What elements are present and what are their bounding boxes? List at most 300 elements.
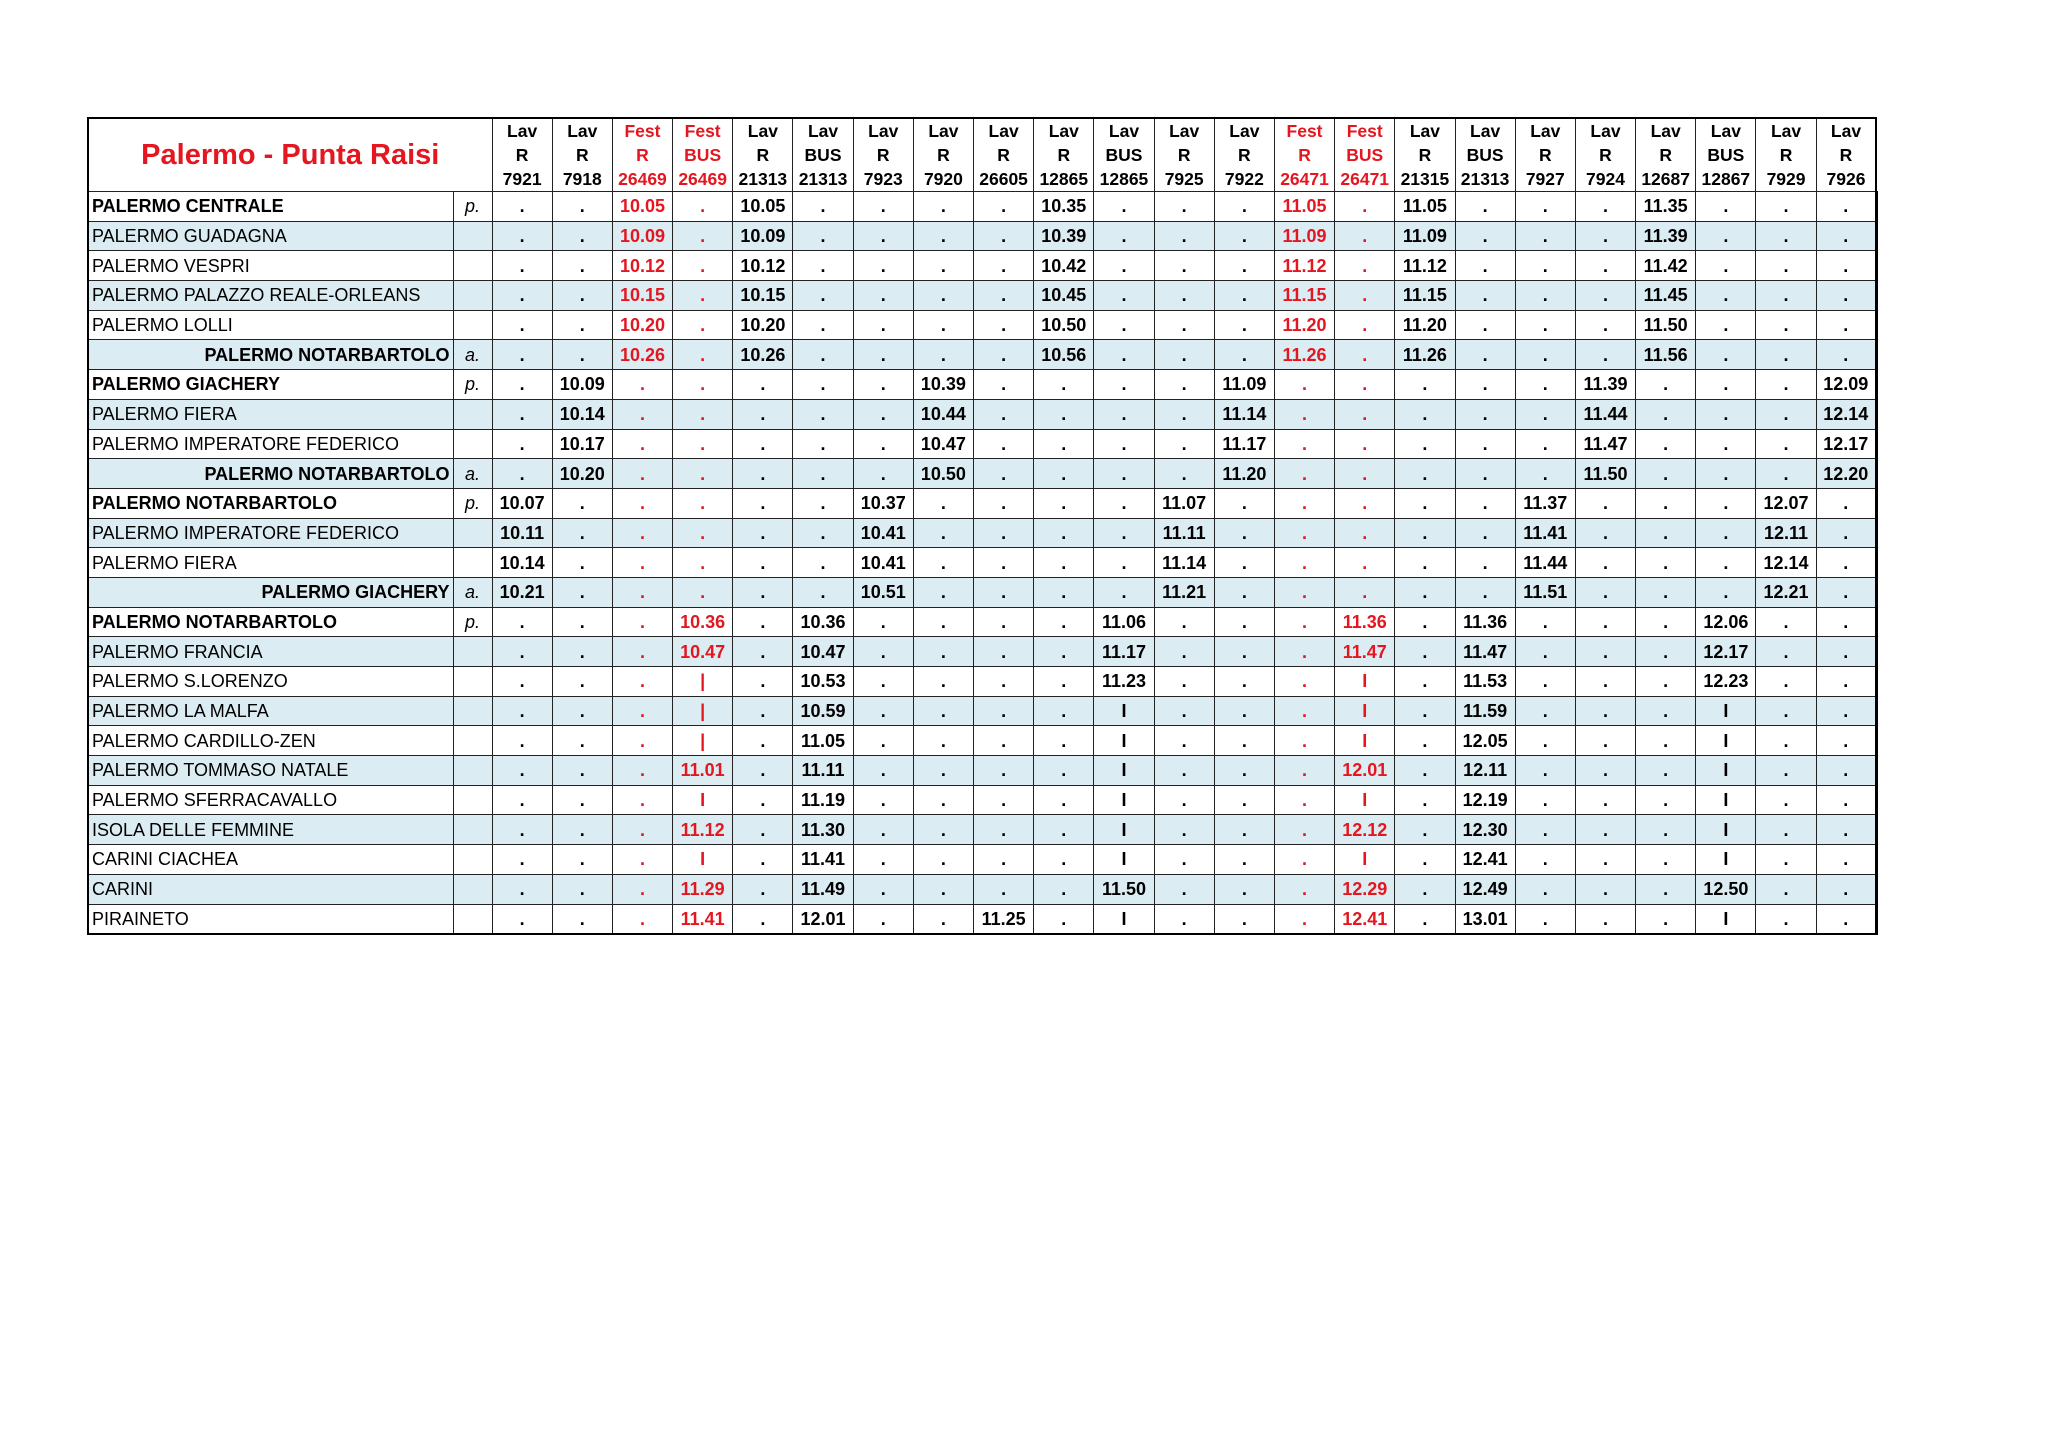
time-cell: 12.29 bbox=[1335, 874, 1395, 904]
time-cell: . bbox=[1816, 310, 1876, 340]
train-day: Lav bbox=[1590, 121, 1621, 141]
time-cell: . bbox=[1274, 874, 1334, 904]
time-cell: . bbox=[1034, 667, 1094, 697]
time-cell: I bbox=[1094, 696, 1154, 726]
time-cell: . bbox=[1335, 459, 1395, 489]
time-cell: . bbox=[1816, 488, 1876, 518]
time-cell: I bbox=[1335, 845, 1395, 875]
time-cell: . bbox=[1274, 637, 1334, 667]
time-cell: I bbox=[1696, 904, 1756, 934]
time-cell: . bbox=[1034, 429, 1094, 459]
time-cell: . bbox=[1214, 607, 1274, 637]
time-cell: . bbox=[853, 192, 913, 222]
train-num: 26471 bbox=[1280, 169, 1329, 189]
time-cell: . bbox=[1515, 221, 1575, 251]
time-cell: . bbox=[974, 815, 1034, 845]
station-name: PIRAINETO bbox=[88, 904, 453, 934]
time-cell: I bbox=[1696, 845, 1756, 875]
time-cell: . bbox=[1575, 667, 1635, 697]
time-cell: . bbox=[1154, 756, 1214, 786]
time-cell: . bbox=[1094, 459, 1154, 489]
arrival-departure-marker bbox=[453, 310, 492, 340]
time-cell: . bbox=[492, 637, 552, 667]
time-cell: . bbox=[974, 548, 1034, 578]
time-cell: 10.45 bbox=[1034, 281, 1094, 311]
time-cell: . bbox=[1154, 251, 1214, 281]
time-cell: . bbox=[1636, 459, 1696, 489]
time-cell: 11.42 bbox=[1636, 251, 1696, 281]
time-cell: . bbox=[1154, 281, 1214, 311]
table-row bbox=[88, 874, 1876, 904]
time-cell: . bbox=[1274, 429, 1334, 459]
time-cell: 12.01 bbox=[1335, 756, 1395, 786]
station-name: PALERMO VESPRI bbox=[88, 251, 453, 281]
train-num: 12865 bbox=[1099, 169, 1149, 189]
time-cell: . bbox=[913, 756, 973, 786]
time-cell: 12.11 bbox=[1455, 756, 1515, 786]
train-type: R bbox=[1599, 145, 1612, 165]
train-column-header bbox=[1636, 118, 1696, 192]
train-type: BUS bbox=[804, 145, 842, 165]
train-type: R bbox=[876, 145, 890, 165]
time-cell: 11.25 bbox=[974, 904, 1034, 934]
time-cell: . bbox=[733, 518, 793, 548]
time-cell: . bbox=[913, 251, 973, 281]
time-cell: . bbox=[793, 577, 853, 607]
time-cell: . bbox=[1034, 904, 1094, 934]
time-cell: . bbox=[1034, 577, 1094, 607]
time-cell: . bbox=[1455, 192, 1515, 222]
arrival-departure-marker: a. bbox=[453, 459, 492, 489]
time-cell: . bbox=[974, 577, 1034, 607]
train-day: Lav bbox=[1470, 121, 1501, 141]
time-cell: . bbox=[1696, 577, 1756, 607]
train-day: Lav bbox=[1229, 121, 1260, 141]
train-type: R bbox=[636, 145, 649, 165]
time-cell: . bbox=[853, 281, 913, 311]
time-cell: . bbox=[974, 667, 1034, 697]
time-cell: 10.05 bbox=[612, 192, 672, 222]
time-cell: . bbox=[1575, 607, 1635, 637]
arrival-departure-marker bbox=[453, 696, 492, 726]
train-column-header bbox=[913, 118, 973, 192]
time-cell: . bbox=[1335, 251, 1395, 281]
time-cell: . bbox=[853, 696, 913, 726]
train-type: BUS bbox=[1346, 145, 1384, 165]
time-cell: . bbox=[913, 845, 973, 875]
time-cell: . bbox=[1575, 815, 1635, 845]
train-type: R bbox=[515, 145, 529, 165]
time-cell: 10.56 bbox=[1034, 340, 1094, 370]
time-cell: 11.20 bbox=[1274, 310, 1334, 340]
time-cell: . bbox=[612, 785, 672, 815]
time-cell: . bbox=[793, 310, 853, 340]
time-cell: . bbox=[1575, 756, 1635, 786]
time-cell: . bbox=[1214, 488, 1274, 518]
time-cell: . bbox=[552, 667, 612, 697]
time-cell: . bbox=[1816, 815, 1876, 845]
train-num: 12865 bbox=[1039, 169, 1089, 189]
time-cell: . bbox=[1816, 221, 1876, 251]
time-cell: 11.15 bbox=[1395, 281, 1455, 311]
time-cell: . bbox=[1094, 340, 1154, 370]
train-num: 26469 bbox=[678, 169, 727, 189]
time-cell: 10.39 bbox=[1034, 221, 1094, 251]
time-cell: . bbox=[1636, 607, 1696, 637]
time-cell: 12.23 bbox=[1696, 667, 1756, 697]
time-cell: 10.51 bbox=[853, 577, 913, 607]
time-cell: 12.49 bbox=[1455, 874, 1515, 904]
time-cell: . bbox=[1515, 726, 1575, 756]
time-cell: . bbox=[913, 577, 973, 607]
time-cell: . bbox=[1274, 518, 1334, 548]
time-cell: . bbox=[1034, 399, 1094, 429]
station-name: PALERMO PALAZZO REALE-ORLEANS bbox=[88, 281, 453, 311]
time-cell: . bbox=[1756, 607, 1816, 637]
time-cell: . bbox=[1696, 488, 1756, 518]
time-cell: . bbox=[793, 370, 853, 400]
time-cell: . bbox=[1395, 577, 1455, 607]
time-cell: 12.14 bbox=[1756, 548, 1816, 578]
time-cell: 11.41 bbox=[673, 904, 733, 934]
time-cell: . bbox=[1214, 785, 1274, 815]
train-column-header bbox=[1214, 118, 1274, 192]
time-cell: . bbox=[974, 192, 1034, 222]
arrival-departure-marker: p. bbox=[453, 488, 492, 518]
arrival-departure-marker bbox=[453, 281, 492, 311]
time-cell: 11.05 bbox=[1274, 192, 1334, 222]
time-cell: . bbox=[1636, 399, 1696, 429]
time-cell: . bbox=[974, 726, 1034, 756]
time-cell: . bbox=[552, 310, 612, 340]
time-cell: . bbox=[552, 785, 612, 815]
time-cell: 11.47 bbox=[1455, 637, 1515, 667]
time-cell: . bbox=[1335, 488, 1395, 518]
time-cell: I bbox=[1335, 785, 1395, 815]
train-column-header bbox=[612, 118, 672, 192]
arrival-departure-marker: p. bbox=[453, 192, 492, 222]
time-cell: . bbox=[913, 548, 973, 578]
time-cell: . bbox=[612, 874, 672, 904]
table-row bbox=[88, 370, 1876, 400]
time-cell: . bbox=[1214, 340, 1274, 370]
train-num: 26471 bbox=[1340, 169, 1390, 189]
time-cell: . bbox=[793, 251, 853, 281]
time-cell: 11.49 bbox=[793, 874, 853, 904]
station-name: PALERMO SFERRACAVALLO bbox=[88, 785, 453, 815]
arrival-departure-marker bbox=[453, 785, 492, 815]
train-type: R bbox=[1538, 145, 1552, 165]
time-cell: 12.06 bbox=[1696, 607, 1756, 637]
time-cell: . bbox=[1696, 548, 1756, 578]
time-cell: 11.15 bbox=[1274, 281, 1334, 311]
time-cell: . bbox=[492, 845, 552, 875]
time-cell: . bbox=[853, 785, 913, 815]
arrival-departure-marker bbox=[453, 518, 492, 548]
time-cell: . bbox=[974, 459, 1034, 489]
time-cell: . bbox=[733, 548, 793, 578]
time-cell: . bbox=[1034, 459, 1094, 489]
time-cell: . bbox=[1696, 518, 1756, 548]
arrival-departure-marker bbox=[453, 756, 492, 786]
table-row bbox=[88, 459, 1876, 489]
time-cell: . bbox=[1696, 221, 1756, 251]
time-cell: . bbox=[1154, 221, 1214, 251]
time-cell: . bbox=[1816, 192, 1876, 222]
page-title: Palermo - Punta Raisi bbox=[88, 118, 492, 192]
time-cell: . bbox=[673, 577, 733, 607]
time-cell: . bbox=[733, 726, 793, 756]
time-cell: . bbox=[552, 696, 612, 726]
train-num: 7918 bbox=[562, 169, 602, 189]
table-row bbox=[88, 845, 1876, 875]
time-cell: . bbox=[974, 637, 1034, 667]
time-cell: . bbox=[913, 340, 973, 370]
time-cell: . bbox=[1335, 399, 1395, 429]
train-day: Fest bbox=[1346, 121, 1383, 141]
time-cell: . bbox=[1034, 696, 1094, 726]
time-cell: . bbox=[974, 281, 1034, 311]
train-column-header bbox=[793, 118, 853, 192]
time-cell: . bbox=[1636, 577, 1696, 607]
time-cell: 11.37 bbox=[1515, 488, 1575, 518]
arrival-departure-marker bbox=[453, 815, 492, 845]
time-cell: . bbox=[1335, 310, 1395, 340]
time-cell: . bbox=[1274, 607, 1334, 637]
time-cell: . bbox=[1756, 667, 1816, 697]
time-cell: . bbox=[1094, 399, 1154, 429]
time-cell: . bbox=[673, 221, 733, 251]
time-cell: . bbox=[1214, 518, 1274, 548]
station-name: PALERMO GIACHERY bbox=[88, 370, 453, 400]
time-cell: . bbox=[1094, 548, 1154, 578]
time-cell: . bbox=[1756, 370, 1816, 400]
time-cell: . bbox=[1154, 815, 1214, 845]
time-cell: . bbox=[974, 221, 1034, 251]
time-cell: . bbox=[612, 429, 672, 459]
station-name: PALERMO LOLLI bbox=[88, 310, 453, 340]
time-cell: 11.23 bbox=[1094, 667, 1154, 697]
time-cell: . bbox=[1094, 370, 1154, 400]
time-cell: . bbox=[552, 904, 612, 934]
time-cell: . bbox=[1154, 429, 1214, 459]
time-cell: . bbox=[1094, 281, 1154, 311]
time-cell: . bbox=[1395, 429, 1455, 459]
time-cell: . bbox=[913, 785, 973, 815]
train-day: Lav bbox=[1169, 121, 1200, 141]
time-cell: . bbox=[1395, 399, 1455, 429]
time-cell: . bbox=[733, 845, 793, 875]
time-cell: I bbox=[1094, 845, 1154, 875]
time-cell: 12.30 bbox=[1455, 815, 1515, 845]
time-cell: . bbox=[1214, 281, 1274, 311]
time-cell: 12.09 bbox=[1816, 370, 1876, 400]
time-cell: . bbox=[492, 667, 552, 697]
time-cell: . bbox=[853, 340, 913, 370]
time-cell: . bbox=[1214, 696, 1274, 726]
train-column-header bbox=[1515, 118, 1575, 192]
time-cell: . bbox=[1455, 370, 1515, 400]
time-cell: . bbox=[1756, 637, 1816, 667]
time-cell: . bbox=[853, 221, 913, 251]
time-cell: . bbox=[974, 251, 1034, 281]
time-cell: I bbox=[1696, 726, 1756, 756]
time-cell: . bbox=[733, 488, 793, 518]
time-cell: 10.36 bbox=[793, 607, 853, 637]
time-cell: 10.09 bbox=[612, 221, 672, 251]
time-cell: . bbox=[1154, 874, 1214, 904]
time-cell: . bbox=[974, 845, 1034, 875]
time-cell: 12.11 bbox=[1756, 518, 1816, 548]
time-cell: . bbox=[1575, 845, 1635, 875]
time-cell: . bbox=[913, 310, 973, 340]
time-cell: 10.50 bbox=[913, 459, 973, 489]
time-cell: 10.21 bbox=[492, 577, 552, 607]
time-cell: . bbox=[1154, 696, 1214, 726]
train-num: 21313 bbox=[1460, 169, 1510, 189]
table-row bbox=[88, 399, 1876, 429]
time-cell: . bbox=[793, 399, 853, 429]
time-cell: . bbox=[1034, 815, 1094, 845]
time-cell: . bbox=[1034, 607, 1094, 637]
time-cell: 11.36 bbox=[1335, 607, 1395, 637]
time-cell: . bbox=[492, 251, 552, 281]
time-cell: . bbox=[1756, 785, 1816, 815]
arrival-departure-marker bbox=[453, 429, 492, 459]
table-row bbox=[88, 815, 1876, 845]
time-cell: . bbox=[1636, 637, 1696, 667]
time-cell: . bbox=[913, 281, 973, 311]
arrival-departure-marker bbox=[453, 726, 492, 756]
time-cell: . bbox=[1395, 518, 1455, 548]
time-cell: 11.17 bbox=[1094, 637, 1154, 667]
time-cell: . bbox=[1575, 518, 1635, 548]
time-cell: . bbox=[1335, 192, 1395, 222]
time-cell: . bbox=[913, 874, 973, 904]
table-row bbox=[88, 577, 1876, 607]
train-type: R bbox=[1659, 145, 1672, 165]
arrival-departure-marker bbox=[453, 399, 492, 429]
time-cell: . bbox=[1696, 192, 1756, 222]
time-cell: . bbox=[1274, 577, 1334, 607]
table-row bbox=[88, 696, 1876, 726]
time-cell: . bbox=[853, 904, 913, 934]
time-cell: . bbox=[612, 815, 672, 845]
time-cell: . bbox=[1696, 340, 1756, 370]
time-cell: . bbox=[1214, 904, 1274, 934]
time-cell: . bbox=[492, 340, 552, 370]
time-cell: . bbox=[1274, 370, 1334, 400]
train-column-header bbox=[1034, 118, 1094, 192]
time-cell: 10.35 bbox=[1034, 192, 1094, 222]
table-row bbox=[88, 667, 1876, 697]
train-type: R bbox=[1177, 145, 1191, 165]
time-cell: 10.47 bbox=[673, 637, 733, 667]
time-cell: . bbox=[1696, 251, 1756, 281]
timetable bbox=[87, 117, 1878, 935]
time-cell: . bbox=[1575, 340, 1635, 370]
time-cell: . bbox=[974, 607, 1034, 637]
time-cell: 10.59 bbox=[793, 696, 853, 726]
time-cell: . bbox=[1756, 696, 1816, 726]
arrival-departure-marker bbox=[453, 904, 492, 934]
time-cell: . bbox=[1455, 488, 1515, 518]
time-cell: . bbox=[612, 548, 672, 578]
time-cell: . bbox=[552, 607, 612, 637]
time-cell: . bbox=[853, 874, 913, 904]
time-cell: . bbox=[1455, 459, 1515, 489]
time-cell: . bbox=[673, 399, 733, 429]
time-cell: . bbox=[1515, 429, 1575, 459]
arrival-departure-marker: a. bbox=[453, 340, 492, 370]
time-cell: . bbox=[974, 340, 1034, 370]
train-type: R bbox=[1418, 145, 1432, 165]
time-cell: 10.09 bbox=[733, 221, 793, 251]
time-cell: . bbox=[552, 845, 612, 875]
time-cell: . bbox=[733, 874, 793, 904]
time-cell: I bbox=[1094, 726, 1154, 756]
time-cell: . bbox=[1455, 221, 1515, 251]
time-cell: . bbox=[1034, 548, 1094, 578]
time-cell: . bbox=[974, 399, 1034, 429]
time-cell: . bbox=[1094, 310, 1154, 340]
train-type: R bbox=[1238, 145, 1251, 165]
time-cell: | bbox=[673, 726, 733, 756]
time-cell: . bbox=[1696, 399, 1756, 429]
train-day: Lav bbox=[507, 121, 538, 141]
train-column-header bbox=[1335, 118, 1395, 192]
table-row bbox=[88, 340, 1876, 370]
time-cell: 11.20 bbox=[1214, 459, 1274, 489]
time-cell: . bbox=[1515, 310, 1575, 340]
time-cell: . bbox=[1034, 845, 1094, 875]
time-cell: 10.17 bbox=[552, 429, 612, 459]
time-cell: . bbox=[1636, 370, 1696, 400]
time-cell: . bbox=[793, 192, 853, 222]
time-cell: . bbox=[1756, 281, 1816, 311]
train-type: R bbox=[756, 145, 770, 165]
time-cell: 11.50 bbox=[1094, 874, 1154, 904]
time-cell: . bbox=[1154, 637, 1214, 667]
time-cell: . bbox=[552, 637, 612, 667]
time-cell: . bbox=[1274, 785, 1334, 815]
time-cell: . bbox=[1395, 815, 1455, 845]
time-cell: . bbox=[1094, 488, 1154, 518]
train-type: R bbox=[937, 145, 950, 165]
time-cell: . bbox=[1214, 845, 1274, 875]
time-cell: . bbox=[492, 310, 552, 340]
time-cell: 11.50 bbox=[1636, 310, 1696, 340]
time-cell: . bbox=[1636, 845, 1696, 875]
time-cell: . bbox=[612, 577, 672, 607]
train-day: Fest bbox=[624, 121, 661, 141]
time-cell: 10.26 bbox=[733, 340, 793, 370]
train-num: 21315 bbox=[1400, 169, 1450, 189]
time-cell: 11.45 bbox=[1636, 281, 1696, 311]
time-cell: . bbox=[492, 904, 552, 934]
time-cell: 10.37 bbox=[853, 488, 913, 518]
time-cell: . bbox=[1214, 726, 1274, 756]
arrival-departure-marker bbox=[453, 874, 492, 904]
time-cell: 12.21 bbox=[1756, 577, 1816, 607]
train-column-header bbox=[1274, 118, 1334, 192]
train-type: R bbox=[997, 145, 1010, 165]
time-cell: . bbox=[1034, 726, 1094, 756]
time-cell: 13.01 bbox=[1455, 904, 1515, 934]
time-cell: . bbox=[673, 548, 733, 578]
arrival-departure-marker bbox=[453, 845, 492, 875]
time-cell: . bbox=[492, 370, 552, 400]
